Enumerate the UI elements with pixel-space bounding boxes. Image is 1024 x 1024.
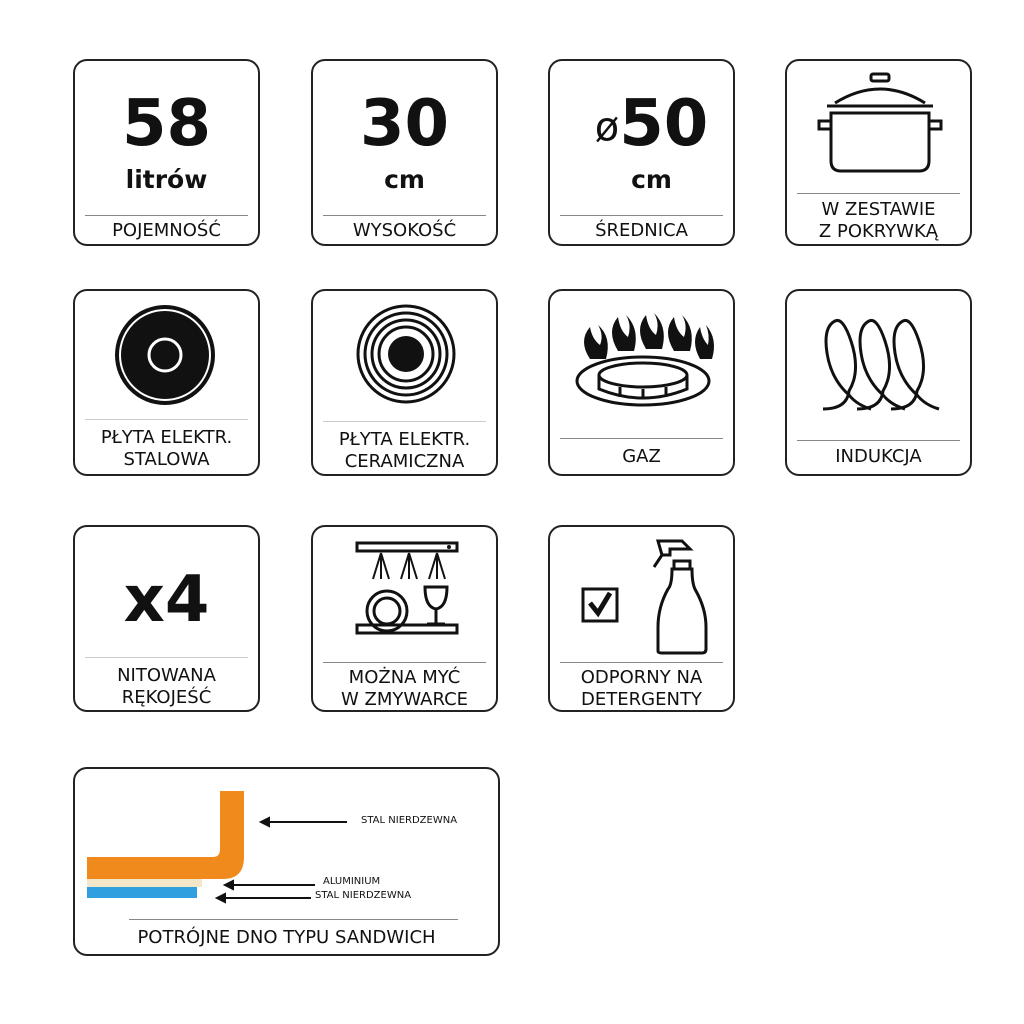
steel-plate-tile xyxy=(73,289,260,476)
divider xyxy=(129,919,458,920)
rivets-caption-2: RĘKOJEŚĆ xyxy=(121,687,212,708)
detergent-caption-1: ODPORNY NA xyxy=(580,667,703,688)
diameter-tile xyxy=(548,59,735,246)
lid-caption-2: Z POKRYWKĄ xyxy=(818,221,939,242)
ceramic-plate-caption-2: CERAMICZNA xyxy=(344,451,465,472)
induction-caption: INDUKCJA xyxy=(835,446,922,467)
capacity-unit: litrów xyxy=(125,165,208,194)
divider xyxy=(323,215,486,216)
label-steel-bottom: STAL NIERDZEWNA xyxy=(315,890,412,901)
divider xyxy=(85,657,248,658)
divider xyxy=(85,419,248,420)
gas-tile xyxy=(548,289,735,476)
diameter-caption: ŚREDNICA xyxy=(595,220,688,241)
diameter-value: 50 xyxy=(619,87,709,161)
dishwasher-tile xyxy=(311,525,498,712)
gas-caption: GAZ xyxy=(622,446,661,467)
divider xyxy=(560,662,723,663)
height-tile xyxy=(311,59,498,246)
sandwich-caption: POTRÓJNE DNO TYPU SANDWICH xyxy=(137,927,436,948)
diameter-unit: cm xyxy=(631,165,672,194)
rivets-tile xyxy=(73,525,260,712)
divider xyxy=(560,215,723,216)
detergent-caption-2: DETERGENTY xyxy=(581,689,702,710)
divider xyxy=(85,215,248,216)
rivets-caption-1: NITOWANA xyxy=(117,665,216,686)
lid-caption-1: W ZESTAWIE xyxy=(821,199,936,220)
induction-tile xyxy=(785,289,972,476)
divider xyxy=(797,193,960,194)
diameter-symbol: ø xyxy=(594,104,620,151)
ceramic-plate-caption-1: PŁYTA ELEKTR. xyxy=(338,429,471,450)
dishwasher-caption-2: W ZMYWARCE xyxy=(340,689,469,710)
detergent-tile xyxy=(548,525,735,712)
capacity-caption: POJEMNOŚĆ xyxy=(112,220,221,241)
steel-bottom-layer xyxy=(87,887,197,898)
height-value: 30 xyxy=(359,87,450,161)
capacity-tile xyxy=(73,59,260,246)
lid-tile xyxy=(785,59,972,246)
height-caption: WYSOKOŚĆ xyxy=(352,220,457,241)
steel-plate-caption-2: STALOWA xyxy=(123,449,210,470)
aluminium-layer xyxy=(87,879,202,887)
height-unit: cm xyxy=(384,165,425,194)
label-steel-top: STAL NIERDZEWNA xyxy=(361,815,458,826)
sandwich-tile xyxy=(73,767,500,956)
diameter-value-row xyxy=(570,89,733,162)
ceramic-plate-tile xyxy=(311,289,498,476)
steel-plate-caption-1: PŁYTA ELEKTR. xyxy=(100,427,233,448)
divider xyxy=(560,438,723,439)
divider xyxy=(323,421,486,422)
dishwasher-caption-1: MOŻNA MYĆ xyxy=(348,667,461,688)
capacity-value: 58 xyxy=(121,87,212,161)
divider xyxy=(323,662,486,663)
divider xyxy=(797,440,960,441)
rivets-value: x4 xyxy=(123,563,210,637)
label-aluminium: ALUMINIUM xyxy=(323,876,381,887)
steel-top-layer xyxy=(87,791,244,879)
